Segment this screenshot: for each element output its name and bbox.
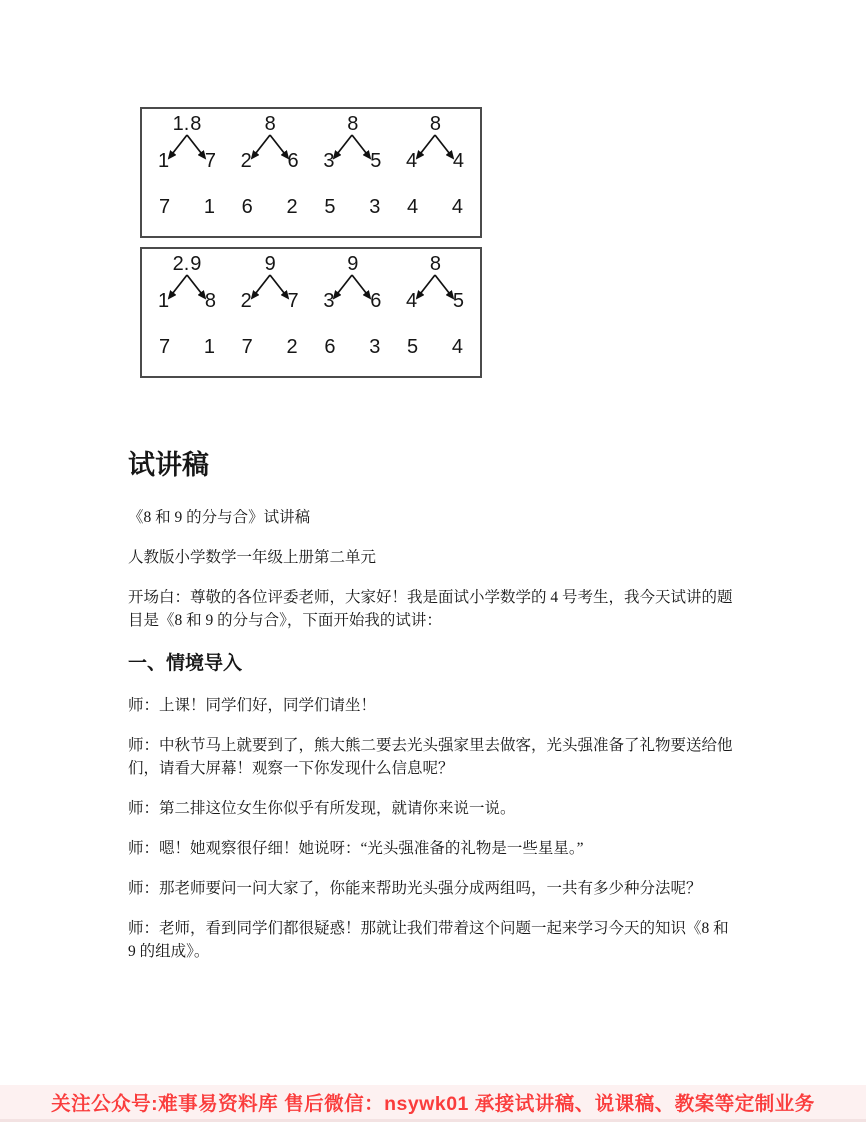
- list-number: 2.: [172, 253, 190, 275]
- answer-pair: [237, 335, 303, 359]
- answer-right: 4: [451, 336, 463, 358]
- bond-whole: 9: [190, 253, 202, 275]
- bond-top-number: [237, 113, 303, 135]
- page-title: 试讲稿: [128, 450, 209, 480]
- bond-part-right: 5: [452, 290, 464, 312]
- bond-part-left: 1: [158, 290, 170, 312]
- answer-right: 3: [369, 336, 381, 358]
- bond-part-right: 8: [204, 290, 216, 312]
- bond-group: [154, 113, 220, 173]
- answer-pair: [319, 195, 385, 219]
- bond-parts: [319, 289, 385, 313]
- script-paragraph: 师：中秋节马上就要到了，熊大熊二要去光头强家里去做客，光头强准备了礼物要送给他们，请看大屏幕！观察一下你发现什么信息呢？: [128, 737, 733, 777]
- bond-whole: 9: [264, 253, 276, 275]
- script-paragraph: 师：老师，看到同学们都很疑惑！那就让我们带着这个问题一起来学习今天的知识《8 和 9 的组成》。: [128, 920, 729, 960]
- answer-right: 1: [203, 196, 215, 218]
- bond-parts: [154, 149, 220, 173]
- answer-left: 5: [406, 336, 419, 358]
- doc-edition: 人教版小学数学一年级上册第二单元: [128, 549, 377, 566]
- bond-part-left: 1: [158, 150, 170, 172]
- bond-group: [402, 253, 468, 313]
- bond-part-right: 6: [287, 150, 299, 172]
- answer-left: 5: [324, 196, 336, 218]
- answer-right: 1: [203, 336, 215, 358]
- bond-part-left: 2: [240, 290, 252, 312]
- bond-whole: 8: [429, 253, 442, 275]
- answer-row: [154, 195, 468, 219]
- bond-parts: [402, 289, 468, 313]
- answer-right: 3: [369, 196, 381, 218]
- answer-pair: [154, 335, 220, 359]
- answer-row: [154, 335, 468, 359]
- bond-part-left: 3: [323, 290, 335, 312]
- answer-pair: [154, 195, 220, 219]
- answer-pair: [402, 195, 468, 219]
- answer-pair: [319, 335, 385, 359]
- answer-pair: [402, 335, 468, 359]
- bond-diagram-row: [154, 113, 468, 173]
- script-paragraph: 师：上课！同学们好，同学们请坐！: [128, 697, 377, 714]
- bond-parts: [237, 149, 303, 173]
- bond-part-left: 4: [405, 150, 418, 172]
- script-paragraph: 师：那老师要问一问大家了，你能来帮助光头强分成两组吗，一共有多少种分法呢？: [128, 880, 702, 897]
- answer-right: 4: [451, 196, 463, 218]
- bond-group: [402, 113, 468, 173]
- answer-left: 6: [324, 336, 336, 358]
- answer-left: 6: [241, 196, 253, 218]
- bond-whole: 8: [429, 113, 442, 135]
- opening-paragraph: 开场白：尊敬的各位评委老师，大家好！我是面试小学数学的 4 号考生，我今天试讲的题目是《8 和 9 的分与合》，下面开始我的试讲：: [128, 589, 733, 629]
- bond-parts: [154, 289, 220, 313]
- doc-subtitle: 《8 和 9 的分与合》试讲稿: [128, 509, 311, 526]
- bond-parts: [319, 149, 385, 173]
- answer-left: 7: [241, 336, 253, 358]
- bond-group: [237, 253, 303, 313]
- bond-top-number: [237, 253, 303, 275]
- bond-part-right: 7: [287, 290, 299, 312]
- number-bond-box-8: [140, 107, 482, 238]
- bond-part-left: 4: [405, 290, 418, 312]
- bond-group: [154, 253, 220, 313]
- bond-top-number: [319, 113, 385, 135]
- bond-group: [319, 113, 385, 173]
- answer-left: 4: [406, 196, 419, 218]
- answer-right: 2: [286, 196, 298, 218]
- list-number: 1.: [172, 113, 190, 135]
- script-paragraph: 师：第二排这位女生你似乎有所发现，就请你来说一说。: [128, 800, 516, 817]
- bond-top-number: [402, 253, 468, 275]
- answer-left: 7: [159, 336, 171, 358]
- bond-top-number: [319, 253, 385, 275]
- answer-pair: [237, 195, 303, 219]
- promo-footer-banner: 关注公众号:难事易资料库 售后微信：nsywk01 承接试讲稿、说课稿、教案等定制业务: [0, 1085, 866, 1122]
- bond-part-right: 6: [370, 290, 382, 312]
- bond-top-number: [154, 253, 220, 275]
- answer-right: 2: [286, 336, 298, 358]
- section-heading-1: 一、情境导入: [128, 653, 243, 674]
- bond-group: [319, 253, 385, 313]
- script-paragraph: 师：嗯！她观察很仔细！她说呀：“光头强准备的礼物是一些星星。”: [128, 840, 584, 857]
- bond-group: [237, 113, 303, 173]
- bond-part-left: 2: [240, 150, 252, 172]
- bond-part-right: 5: [370, 150, 382, 172]
- answer-left: 7: [159, 196, 171, 218]
- number-bond-box-9: [140, 247, 482, 378]
- bond-top-number: [154, 113, 220, 135]
- bond-whole: 9: [347, 253, 359, 275]
- bond-whole: 8: [190, 113, 202, 135]
- bond-part-right: 4: [452, 150, 464, 172]
- bond-parts: [237, 289, 303, 313]
- bond-whole: 8: [347, 113, 359, 135]
- bond-top-number: [402, 113, 468, 135]
- bond-diagram-row: [154, 253, 468, 313]
- bond-whole: 8: [264, 113, 276, 135]
- bond-part-right: 7: [204, 150, 216, 172]
- bond-part-left: 3: [323, 150, 335, 172]
- bond-parts: [402, 149, 468, 173]
